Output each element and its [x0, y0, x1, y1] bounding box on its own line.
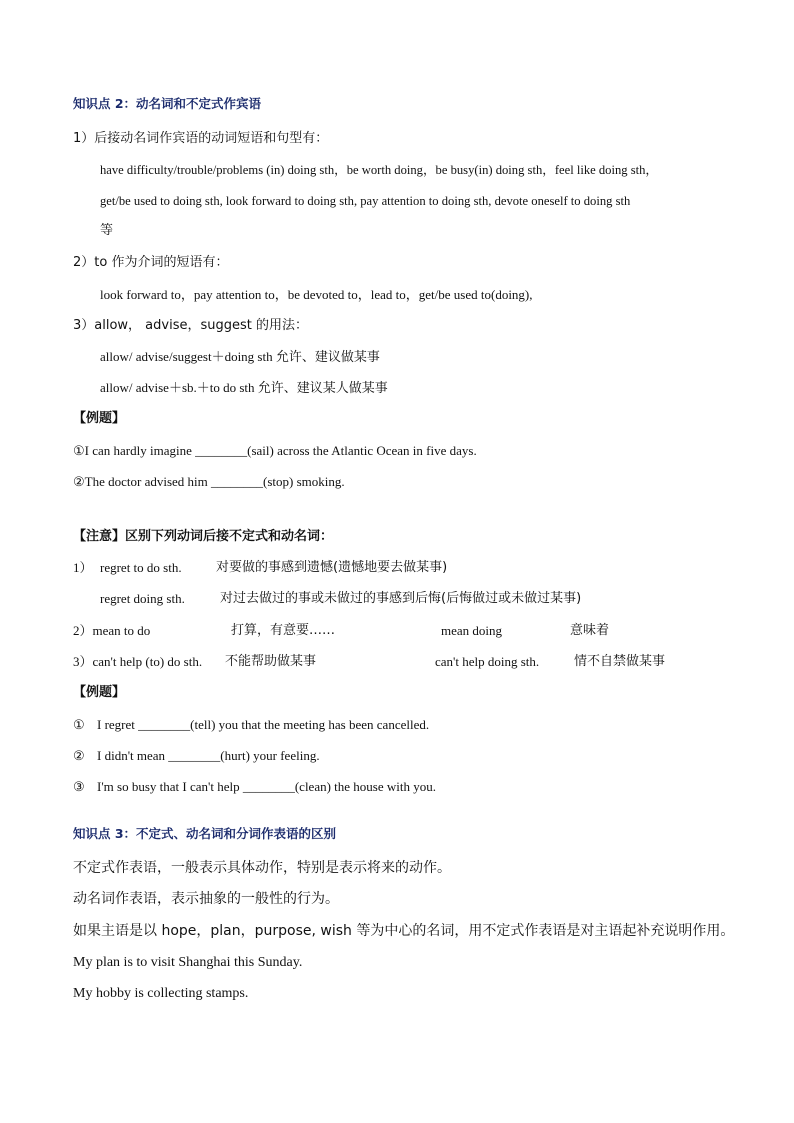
section3-line-1: 不定式作表语，一般表示具体动作，特别是表示将来的动作。 — [73, 860, 451, 876]
note-row-1-desc: 对要做的事感到遗憾(遗憾地要去做某事) — [216, 560, 448, 575]
note-row-3-desc: 打算，有意要…… — [231, 623, 336, 638]
note-row-3-term: 2）mean to do — [73, 623, 151, 638]
section2-p3-line2: allow/ advise＋sb.＋to do sth 允许、建议某人做某事 — [100, 380, 388, 395]
section2-p3-title: 3）allow， advise，suggest 的用法： — [73, 318, 308, 333]
note-row-4-desc: 不能帮助做某事 — [225, 654, 317, 669]
section2-example-1: ①I can hardly imagine ________(sail) across the Atlantic Ocean in five days. — [73, 443, 477, 458]
note-row-4-desc2: 情不自禁做某事 — [574, 654, 666, 669]
note-row-2-desc: 对过去做过的事或未做过的事感到后悔(后悔做过或未做过某事) — [220, 591, 582, 606]
note-row-3-desc2: 意味着 — [570, 623, 610, 638]
note-row-1 — [73, 560, 773, 576]
note-row-3-term2: mean doing — [441, 623, 503, 638]
note-heading — [73, 529, 333, 545]
note-row-4 — [73, 654, 773, 670]
note-example-2-text: I didn't mean ________(hurt) your feeling. — [97, 748, 320, 763]
note-example-label: 【例题】 — [73, 685, 126, 700]
note-example-1-num: ① — [73, 717, 85, 732]
section2-p3-line1: allow/ advise/suggest＋doing sth 允许、建议做某事 — [100, 349, 380, 364]
note-row-4-term: 3）can't help (to) do sth. — [73, 654, 203, 669]
note-example-1-text: I regret ________(tell) you that the meeting has been cancelled. — [97, 717, 430, 732]
section2-p1-line2: get/be used to doing sth, look forward to doing sth, pay attention to doing sth, devote oneself to doing sth — [100, 194, 631, 208]
section2-example-2: ②The doctor advised him ________(stop) smoking. — [73, 474, 345, 489]
section2-p1-title: 1）后接动名词作宾语的动词短语和句型有： — [73, 131, 329, 146]
note-row-1-term: regret to do sth. — [100, 560, 182, 575]
note-row-2 — [100, 591, 780, 607]
section3-line-2: 动名词作表语，表示抽象的一般性的行为。 — [73, 891, 339, 907]
note-example-3 — [73, 779, 773, 795]
section2-p2-title: 2）to 作为介词的短语有： — [73, 255, 229, 270]
section2-heading: 知识点 2：动名词和不定式作宾语 — [73, 96, 262, 111]
section3-line-3: 如果主语是以 hope，plan，purpose, wish 等为中心的名词，用不定式作表语是对主语起补充说明作用。 — [73, 923, 735, 939]
note-row-3 — [73, 623, 773, 639]
section2-example-label: 【例题】 — [73, 411, 126, 426]
section3-line-4: My plan is to visit Shanghai this Sunday. — [73, 955, 303, 970]
note-row-4-term2: can't help doing sth. — [435, 654, 540, 669]
section3-heading: 知识点 3：不定式、动名词和分词作表语的区别 — [73, 826, 337, 841]
note-example-1 — [73, 717, 773, 733]
section2-p2-line1: look forward to，pay attention to，be devoted to，lead to，get/be used to(doing), — [100, 287, 533, 302]
section2-p1-line1: have difficulty/trouble/problems (in) doing sth，be worth doing，be busy(in) doing sth，feel like doing sth， — [100, 163, 659, 177]
note-example-2-num: ② — [73, 748, 85, 763]
note-row-2-term: regret doing sth. — [100, 591, 185, 606]
section2-p1-line3: 等 — [100, 223, 114, 238]
section3-line-5: My hobby is collecting stamps. — [73, 986, 249, 1001]
note-row-1-num: 1） — [73, 560, 93, 575]
note-heading-text: 【注意】区别下列动词后接不定式和动名词： — [73, 529, 334, 544]
note-example-2 — [73, 748, 773, 764]
note-example-3-num: ③ — [73, 779, 85, 794]
note-example-3-text: I'm so busy that I can't help ________(clean) the house with you. — [97, 779, 437, 794]
